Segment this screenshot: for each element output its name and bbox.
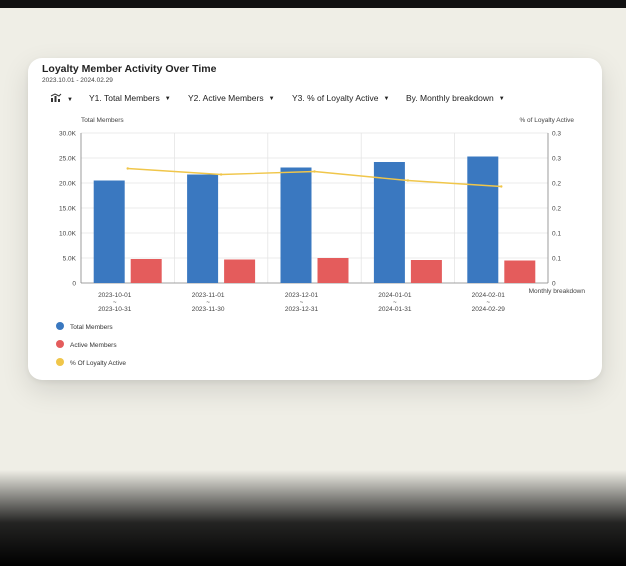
- y2-tick-label: 0.2: [552, 205, 562, 213]
- y2-tick-label: 0.1: [552, 230, 562, 238]
- chart-title: Loyalty Member Activity Over Time: [42, 63, 217, 75]
- top-edge: [0, 0, 626, 8]
- legend-item[interactable]: [56, 358, 126, 367]
- x-tick-label-start: 2023-12-01: [284, 292, 319, 299]
- y2-tick-label: 0.3: [552, 155, 562, 163]
- point-loyalty-active: [127, 167, 129, 169]
- chevron-down-icon: ▼: [268, 96, 275, 102]
- bottom-shadow: [0, 470, 626, 566]
- y2-tick-label: 0: [552, 280, 556, 288]
- chevron-down-icon: ▼: [164, 96, 171, 102]
- y-tick-label: 0: [72, 280, 76, 288]
- legend-item[interactable]: [56, 340, 117, 349]
- chevron-down-icon: ▼: [67, 97, 73, 103]
- y2-label: Y2. Active Members: [188, 93, 264, 103]
- legend-label: Total Members: [70, 324, 113, 331]
- x-tick-label-start: 2023-10-01: [98, 292, 132, 299]
- x-tick-separator: ~: [299, 300, 304, 306]
- x-tick-label-end: 2023-12-31: [284, 306, 319, 313]
- bar-total-members: [94, 181, 125, 284]
- x-axis-title: Monthly breakdown: [528, 288, 585, 295]
- y-tick-label: 20.0K: [59, 180, 76, 188]
- x-tick-label-start: 2023-11-01: [191, 292, 225, 299]
- legend-swatch: [56, 358, 64, 366]
- point-loyalty-active: [500, 185, 502, 187]
- legend-label: % Of Loyalty Active: [70, 360, 126, 367]
- x-tick-label-start: 2024-02-01: [471, 292, 505, 299]
- date-range: 2023.10.01 - 2024.02.29: [42, 77, 113, 84]
- y-tick-label: 25.0K: [59, 155, 76, 163]
- combo-chart: [28, 58, 602, 318]
- y2-tick-label: 0.1: [552, 255, 562, 263]
- legend-item[interactable]: [56, 322, 113, 331]
- bar-active-members: [504, 261, 535, 284]
- bar-total-members: [281, 168, 312, 284]
- x-tick-label-start: 2024-01-01: [378, 292, 412, 299]
- bar-total-members: [187, 175, 218, 284]
- x-tick-label-end: 2024-01-31: [378, 306, 412, 313]
- bar-active-members: [318, 258, 349, 283]
- bar-total-members: [467, 157, 498, 284]
- x-tick-label-end: 2023-11-30: [191, 306, 225, 313]
- bar-active-members: [224, 260, 255, 284]
- x-tick-separator: ~: [206, 300, 210, 306]
- legend-swatch: [56, 322, 64, 330]
- point-loyalty-active: [313, 170, 315, 172]
- x-tick-separator: ~: [393, 300, 397, 306]
- legend-swatch: [56, 340, 64, 348]
- x-tick-separator: ~: [112, 300, 117, 306]
- y2-axis-title: % of Loyalty Active: [519, 117, 574, 124]
- legend-label: Active Members: [70, 342, 117, 349]
- y-tick-label: 5.0K: [62, 255, 76, 263]
- chart-card: [28, 58, 602, 380]
- y-tick-label: 15.0K: [59, 205, 76, 213]
- x-tick-label-end: 2023-10-31: [98, 306, 132, 313]
- breakdown-label: By. Monthly breakdown: [406, 93, 494, 103]
- point-loyalty-active: [220, 173, 222, 175]
- bar-active-members: [131, 259, 162, 283]
- y2-tick-label: 0.3: [552, 130, 562, 138]
- point-loyalty-active: [407, 179, 409, 181]
- y2-tick-label: 0.2: [552, 180, 562, 188]
- y-axis-title: Total Members: [81, 117, 124, 124]
- chevron-down-icon: ▼: [383, 96, 390, 102]
- x-tick-separator: ~: [486, 300, 491, 306]
- chevron-down-icon: ▼: [498, 96, 505, 102]
- y-tick-label: 10.0K: [59, 230, 76, 238]
- y1-label: Y1. Total Members: [89, 93, 160, 103]
- y3-label: Y3. % of Loyalty Active: [292, 93, 379, 103]
- x-tick-label-end: 2024-02-29: [471, 306, 505, 313]
- y-tick-label: 30.0K: [59, 130, 76, 138]
- bar-active-members: [411, 260, 442, 283]
